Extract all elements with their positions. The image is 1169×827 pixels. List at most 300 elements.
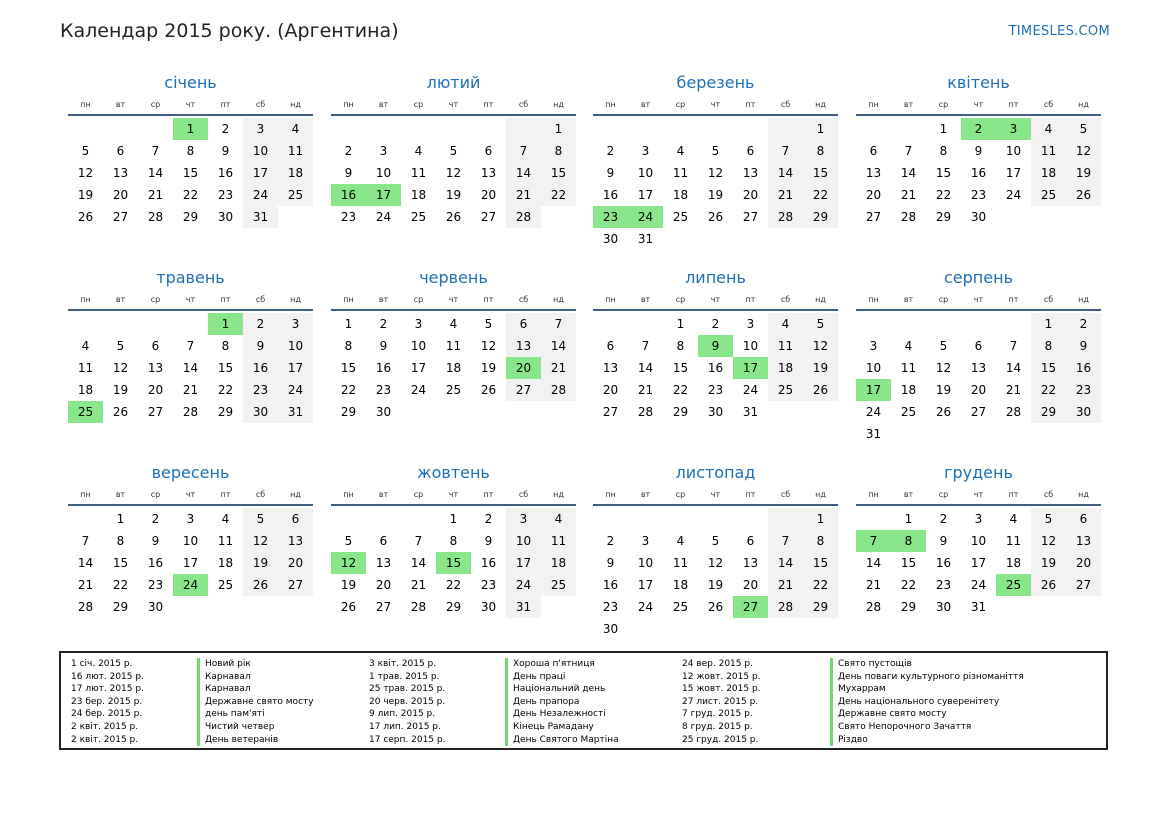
day-cell: 19 [803,357,838,379]
weekday-header [593,291,838,311]
day-cell: 11 [1005,534,1022,548]
weekday-label: нд [290,490,301,499]
empty-cell [856,313,891,335]
day-cell: 12 [707,556,724,570]
day-cell: 28 [77,600,94,614]
legend-holiday-name: День ветеранів [205,734,279,745]
day-cell: 26 [707,210,724,224]
day-cell: 11 [77,361,94,375]
legend-holiday-name: Свято Непорочного Зачаття [838,721,972,732]
weekday-label: вт [115,100,126,109]
weekday-header [856,291,1101,311]
legend-date: 20 черв. 2015 р. [369,696,446,707]
day-cell: 28 [768,206,803,228]
day-cell: 21 [768,574,803,596]
empty-cell [593,508,628,530]
empty-cell [103,313,138,335]
day-cell: 13 [970,361,987,375]
legend-holiday-name: Свято пустощів [838,659,912,669]
day-cell: 31 [278,401,313,423]
day-cell: 1 [803,118,838,140]
weekday-label: чт [185,295,196,304]
day-cell: 22 [541,184,576,206]
day-cell: 22 [112,578,129,592]
legend-holiday-name: Новий рік [205,659,251,669]
day-cell: 18 [768,357,803,379]
weekday-label: вт [378,295,389,304]
weekday-label: нд [290,295,301,304]
day-cell: 4 [449,317,458,331]
day-cell: 26 [112,405,129,419]
empty-cell [996,313,1031,335]
day-cell: 26 [803,379,838,401]
day-cell: 18 [672,578,689,592]
day-cell: 27 [147,405,164,419]
empty-cell [663,508,698,530]
day-cell: 30 [935,600,952,614]
day-cell: 21 [506,184,541,206]
day-cell: 19 [707,188,724,202]
legend-holiday-name: Державне свято мосту [205,696,314,707]
day-cell: 13 [506,335,541,357]
day-cell: 28 [637,405,654,419]
day-cell: 1 [541,118,576,140]
holiday-day-cell: 2 [961,118,996,140]
day-cell: 6 [974,339,983,353]
weekday-label: вт [903,490,914,499]
day-cell: 2 [484,512,493,526]
weekday-label: сб [518,490,529,499]
empty-cell [768,508,803,530]
weekday-label: вт [640,295,651,304]
day-cell: 18 [278,162,313,184]
day-cell: 26 [480,383,497,397]
legend-date: 17 серп. 2015 р. [369,734,446,745]
empty-cell [506,118,541,140]
day-cell: 18 [410,188,427,202]
day-cell: 13 [865,166,882,180]
day-cell: 10 [410,339,427,353]
day-cell: 15 [541,162,576,184]
day-cell: 2 [606,534,615,548]
day-cell: 24 [865,405,882,419]
month-9 [68,464,313,618]
weekday-label: ср [675,490,686,499]
day-cell: 29 [935,210,952,224]
day-cell: 31 [970,600,987,614]
empty-cell [698,118,733,140]
day-cell: 1 [449,512,458,526]
month-12 [856,464,1101,618]
holiday-day-cell: 17 [856,379,891,401]
legend-holiday-name: Хороша п'ятниця [513,659,595,669]
day-cell: 17 [506,552,541,574]
day-cell: 12 [1066,140,1101,162]
day-cell: 27 [375,600,392,614]
day-cell: 9 [606,166,615,180]
day-cell: 14 [900,166,917,180]
site-link[interactable]: TIMESLES.COM [1008,24,1110,39]
day-cell: 3 [506,508,541,530]
day-cell: 25 [278,184,313,206]
weekday-label: ср [150,490,161,499]
weekday-label: сб [255,490,266,499]
holiday-day-cell: 15 [436,552,471,574]
day-cell: 18 [445,361,462,375]
day-cell: 30 [217,210,234,224]
day-cell: 17 [637,188,654,202]
legend-date: 23 бер. 2015 р. [71,696,143,707]
day-cell: 9 [606,556,615,570]
day-cell: 23 [1066,379,1101,401]
day-cell: 8 [116,534,125,548]
day-cell: 1 [904,512,913,526]
legend-holiday-name: день пам'яті [205,709,265,720]
day-cell: 3 [746,317,755,331]
day-cell: 28 [410,600,427,614]
legend-holiday-name: Різдво [838,734,868,745]
day-cell: 8 [186,144,195,158]
day-cell: 2 [221,122,230,136]
month-name: серпень [944,268,1013,287]
day-cell: 19 [1066,162,1101,184]
legend-holiday-name: День Незалежності [513,709,606,720]
day-cell: 16 [970,166,987,180]
weekday-label: пт [1008,295,1019,304]
day-cell: 23 [970,188,987,202]
day-cell: 25 [672,210,689,224]
day-cell: 15 [112,556,129,570]
day-cell: 14 [541,335,576,357]
day-cell: 8 [676,339,685,353]
day-cell: 8 [449,534,458,548]
day-cell: 27 [970,405,987,419]
day-cell: 14 [1005,361,1022,375]
holiday-day-cell: 1 [173,118,208,140]
weekday-label: пт [745,295,756,304]
legend-date: 25 груд. 2015 р. [682,734,759,745]
weekday-header [856,486,1101,506]
weekday-label: чт [710,295,721,304]
day-grid [593,313,838,423]
day-cell: 3 [869,339,878,353]
weekday-label: вт [640,490,651,499]
day-cell: 10 [637,166,654,180]
legend-dates-1 [71,658,144,746]
weekday-label: чт [710,100,721,109]
day-grid [856,313,1101,445]
day-cell: 2 [151,512,160,526]
day-cell: 12 [77,166,94,180]
day-cell: 27 [742,210,759,224]
month-5 [68,269,313,423]
weekday-header [68,96,313,116]
weekday-label: чт [185,100,196,109]
day-cell: 31 [506,596,541,618]
empty-cell [436,118,471,140]
legend-holiday-name: Чистий четвер [205,721,275,732]
weekday-label: вт [115,295,126,304]
holiday-day-cell: 25 [996,574,1031,596]
weekday-label: пн [343,490,354,499]
weekday-label: чт [710,490,721,499]
day-cell: 5 [711,534,720,548]
day-cell: 20 [147,383,164,397]
weekday-label: пн [868,100,879,109]
legend-date: 15 жовт. 2015 р. [682,684,761,695]
day-cell: 29 [217,405,234,419]
day-cell: 29 [1031,401,1066,423]
day-cell: 16 [935,556,952,570]
day-cell: 19 [243,552,278,574]
weekday-label: пн [343,100,354,109]
day-cell: 15 [803,552,838,574]
empty-cell [68,118,103,140]
weekday-label: пт [1008,490,1019,499]
month-name: листопад [675,463,756,482]
day-cell: 11 [541,530,576,552]
day-cell: 23 [707,383,724,397]
day-cell: 22 [672,383,689,397]
day-cell: 3 [278,313,313,335]
empty-cell [103,118,138,140]
day-cell: 15 [935,166,952,180]
legend-date: 2 квіт. 2015 р. [71,721,139,732]
legend-holiday-name: Карнавал [205,671,251,682]
day-cell: 26 [340,600,357,614]
day-cell: 6 [116,144,125,158]
legend-date: 17 лип. 2015 р. [369,721,441,732]
day-cell: 27 [278,574,313,596]
day-cell: 26 [77,210,94,224]
day-cell: 16 [1066,357,1101,379]
month-name: грудень [944,463,1013,482]
day-cell: 28 [1005,405,1022,419]
day-cell: 3 [641,144,650,158]
weekday-label: ср [413,100,424,109]
holiday-day-cell: 9 [698,335,733,357]
day-cell: 15 [182,166,199,180]
weekday-label: пт [483,490,494,499]
day-cell: 29 [803,206,838,228]
month-11 [593,464,838,640]
day-cell: 19 [112,383,129,397]
day-cell: 20 [1066,552,1101,574]
day-cell: 18 [672,188,689,202]
empty-cell [856,118,891,140]
day-cell: 2 [1066,313,1101,335]
day-cell: 25 [445,383,462,397]
weekday-label: вт [640,100,651,109]
day-cell: 20 [375,578,392,592]
day-cell: 7 [768,530,803,552]
weekday-label: ср [938,490,949,499]
weekday-label: пн [868,295,879,304]
weekday-header [593,486,838,506]
day-cell: 19 [1031,552,1066,574]
day-cell: 17 [243,162,278,184]
day-cell: 28 [768,596,803,618]
day-cell: 23 [340,210,357,224]
day-cell: 7 [541,313,576,335]
weekday-label: ср [413,490,424,499]
day-cell: 6 [278,508,313,530]
day-cell: 29 [803,596,838,618]
day-cell: 1 [344,317,353,331]
empty-cell [331,118,366,140]
day-cell: 24 [410,383,427,397]
day-cell: 14 [182,361,199,375]
day-cell: 26 [243,574,278,596]
empty-cell [401,508,436,530]
day-cell: 22 [803,574,838,596]
day-cell: 27 [112,210,129,224]
day-cell: 20 [112,188,129,202]
day-cell: 3 [641,534,650,548]
legend-date: 24 бер. 2015 р. [71,709,143,720]
day-cell: 31 [243,206,278,228]
empty-cell [926,313,961,335]
day-cell: 20 [865,188,882,202]
day-cell: 16 [602,188,619,202]
day-cell: 27 [602,405,619,419]
day-cell: 25 [1031,184,1066,206]
day-cell: 21 [865,578,882,592]
day-cell: 28 [865,600,882,614]
day-cell: 15 [1031,357,1066,379]
day-cell: 7 [81,534,90,548]
page-title: Календар 2015 року. (Аргентина) [60,20,399,42]
day-cell: 18 [217,556,234,570]
month-name: лютий [426,73,481,92]
month-name: вересень [151,463,230,482]
weekday-label: пн [868,490,879,499]
holiday-day-cell: 24 [628,206,663,228]
day-cell: 5 [484,317,493,331]
weekday-label: ср [675,100,686,109]
day-cell: 31 [637,232,654,246]
day-cell: 13 [112,166,129,180]
day-cell: 21 [900,188,917,202]
weekday-label: вт [115,490,126,499]
day-cell: 25 [900,405,917,419]
weekday-label: пт [483,295,494,304]
day-cell: 17 [278,357,313,379]
empty-cell [628,508,663,530]
day-cell: 5 [81,144,90,158]
holiday-day-cell: 8 [891,530,926,552]
day-cell: 25 [410,210,427,224]
day-cell: 19 [77,188,94,202]
day-cell: 9 [939,534,948,548]
day-cell: 4 [278,118,313,140]
day-cell: 11 [672,556,689,570]
day-cell: 25 [217,578,234,592]
weekday-label: вт [903,295,914,304]
day-cell: 16 [480,556,497,570]
day-cell: 21 [637,383,654,397]
legend-date: 16 лют. 2015 р. [71,671,144,682]
day-cell: 30 [1066,401,1101,423]
weekday-label: ср [938,100,949,109]
weekday-label: сб [255,295,266,304]
empty-cell [628,313,663,335]
day-cell: 9 [151,534,160,548]
day-cell: 15 [900,556,917,570]
day-cell: 9 [974,144,983,158]
weekday-label: нд [553,490,564,499]
day-grid [68,313,313,423]
weekday-header [331,291,576,311]
day-cell: 15 [340,361,357,375]
day-cell: 26 [935,405,952,419]
day-cell: 14 [506,162,541,184]
day-cell: 16 [147,556,164,570]
holiday-day-cell: 17 [733,357,768,379]
day-cell: 21 [1005,383,1022,397]
day-cell: 12 [935,361,952,375]
holiday-day-cell: 20 [506,357,541,379]
legend-date: 12 жовт. 2015 р. [682,671,761,682]
day-cell: 8 [221,339,230,353]
day-cell: 19 [935,383,952,397]
day-cell: 10 [243,140,278,162]
legend-date: 1 січ. 2015 р. [71,659,133,669]
day-cell: 10 [182,534,199,548]
day-cell: 22 [803,184,838,206]
legend-holiday-name: Кінець Рамадану [513,721,594,732]
weekday-label: пн [343,295,354,304]
day-cell: 13 [602,361,619,375]
month-6 [331,269,576,423]
day-cell: 30 [243,401,278,423]
day-cell: 4 [1009,512,1018,526]
day-cell: 20 [742,578,759,592]
legend-date: 1 трав. 2015 р. [369,671,440,682]
legend-dates-2 [369,658,445,746]
day-cell: 4 [676,144,685,158]
day-cell: 12 [112,361,129,375]
holiday-day-cell: 17 [366,184,401,206]
day-cell: 11 [1031,140,1066,162]
legend-dates-3 [682,658,761,746]
day-cell: 24 [1005,188,1022,202]
day-cell: 21 [77,578,94,592]
month-name: січень [164,73,217,92]
day-cell: 2 [939,512,948,526]
day-cell: 1 [116,512,125,526]
holiday-day-cell: 16 [331,184,366,206]
empty-cell [768,118,803,140]
month-10 [331,464,576,618]
day-cell: 14 [768,162,803,184]
day-cell: 9 [344,166,353,180]
day-cell: 22 [182,188,199,202]
month-name: липень [685,268,746,287]
day-cell: 12 [1031,530,1066,552]
legend-date: 17 лют. 2015 р. [71,684,144,695]
day-cell: 12 [243,530,278,552]
weekday-label: вт [903,100,914,109]
day-cell: 13 [375,556,392,570]
legend-date: 27 лист. 2015 р. [682,696,759,707]
day-cell: 6 [151,339,160,353]
legend-date: 9 лип. 2015 р. [369,709,436,720]
empty-cell [138,313,173,335]
day-cell: 7 [904,144,913,158]
day-cell: 9 [484,534,493,548]
day-cell: 6 [746,144,755,158]
